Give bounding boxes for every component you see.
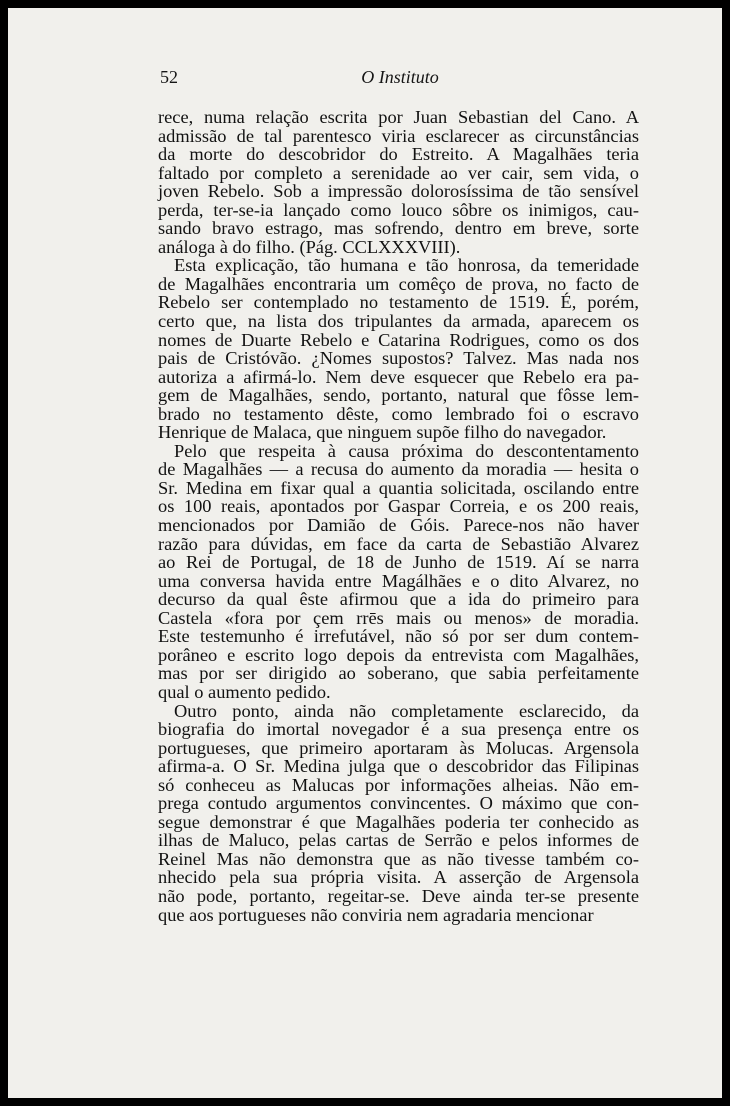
text-line: uma conversa havida entre Magálhães e o dito Alvarez, no <box>158 570 639 591</box>
page-header <box>160 67 640 93</box>
text-line: brado no testamento dêste, como lembrado foi o escravo <box>158 403 639 424</box>
text-line: joven Rebelo. Sob a impressão dolorosíssima de tão sensível <box>158 181 639 202</box>
text-line: admissão de tal parentesco viria esclarecer as circunstâncias <box>158 125 639 146</box>
text-line: ilhas de Maluco, pelas cartas de Serrão e pelos informes de <box>158 830 639 851</box>
text-line: de Magalhães encontraria um comêço de prova, no facto de <box>158 273 639 294</box>
text-line: certo que, na lista dos tripulantes da armada, aparecem os <box>158 311 639 332</box>
text-line: mencionados por Damião de Góis. Parece-nos não haver <box>158 515 639 536</box>
book-page <box>8 8 722 1098</box>
text-line: autoriza a afirmá-lo. Nem deve esquecer que Rebelo era pa- <box>158 366 639 387</box>
text-line: ao Rei de Portugal, de 18 de Junho de 1519. Aí se narra <box>158 552 639 573</box>
paragraph <box>158 442 639 702</box>
text-line: não pode, portanto, regeitar-se. Deve ainda ter-se presente <box>158 885 639 906</box>
text-line: portugueses, que primeiro aportaram às Molucas. Argensola <box>158 737 639 758</box>
text-line: Reinel Mas não demonstra que as não tivesse também co- <box>158 848 639 869</box>
paragraph <box>158 256 639 441</box>
text-line: Henrique de Malaca, que ninguem supõe filho do navegador. <box>158 422 607 443</box>
body-text <box>158 108 639 924</box>
text-line: Castela «fora por çem rrēs mais ou menos» de moradia. <box>158 607 639 628</box>
text-line: decurso da qual êste afirmou que a ida do primeiro para <box>158 589 639 610</box>
text-line: qual o aumento pedido. <box>158 681 331 702</box>
text-line: afirma-a. O Sr. Medina julga que o descobridor das Filipinas <box>158 756 639 777</box>
page-number: 52 <box>160 67 178 87</box>
text-line: mas por ser dirigido ao soberano, que sabia perfeitamente <box>158 663 639 684</box>
text-line: prega contudo argumentos convincentes. O máximo que con- <box>158 793 639 814</box>
text-line: sando bravo estrago, mas sofrendo, dentro em breve, sorte <box>158 218 639 239</box>
text-line: da morte do descobridor do Estreito. A Magalhães teria <box>158 144 639 165</box>
text-line: gem de Magalhães, sendo, portanto, natural que fôsse lem- <box>158 385 639 406</box>
text-line: pais de Cristóvão. ¿Nomes supostos? Talvez. Mas nada nos <box>158 348 639 369</box>
text-line: Rebelo ser contemplado no testamento de 1519. É, porém, <box>158 292 639 313</box>
running-title: O Instituto <box>361 67 439 87</box>
paragraph <box>158 108 639 256</box>
text-line: Esta explicação, tão humana e tão honrosa, da temeridade <box>174 255 639 276</box>
text-line: Sr. Medina em fixar qual a quantia solicitada, oscilando entre <box>158 477 639 498</box>
text-line: biografia do imortal novegador é a sua presença entre os <box>158 719 639 740</box>
text-line: razão para dúvidas, em face da carta de Sebastião Alvarez <box>158 533 639 554</box>
text-line: Pelo que respeita à causa próxima do descontentamento <box>174 440 639 461</box>
text-line: nomes de Duarte Rebelo e Catarina Rodrigues, como os dos <box>158 329 639 350</box>
text-line: faltado por completo a serenidade ao ver cair, sem vida, o <box>158 162 639 183</box>
text-line: Outro ponto, ainda não completamente esclarecido, da <box>174 700 639 721</box>
text-line: análoga à do filho. (Pág. CCLXXXVIII). <box>158 236 461 257</box>
text-line: rece, numa relação escrita por Juan Sebastian del Cano. A <box>158 107 639 127</box>
text-line: porâneo e escrito logo depois da entrevista com Magalhães, <box>158 644 639 665</box>
text-line: que aos portugueses não conviria nem agradaria mencionar <box>158 904 594 925</box>
text-line: Este testemunho é irrefutável, não só por ser dum contem- <box>158 626 639 647</box>
text-line: segue demonstrar é que Magalhães poderia ter conhecido as <box>158 811 639 832</box>
text-line: nhecido pela sua própria visita. A asserção de Argensola <box>158 867 639 888</box>
text-line: de Magalhães — a recusa do aumento da moradia — hesita o <box>158 459 639 480</box>
text-line: os 100 reais, apontados por Gaspar Correia, e os 200 reais, <box>158 496 639 517</box>
text-line: só conheceu as Malucas por informações alheias. Não em- <box>158 774 639 795</box>
text-line: perda, ter-se-ia lançado como louco sôbre os inimigos, cau- <box>158 199 639 220</box>
paragraph <box>158 702 639 925</box>
